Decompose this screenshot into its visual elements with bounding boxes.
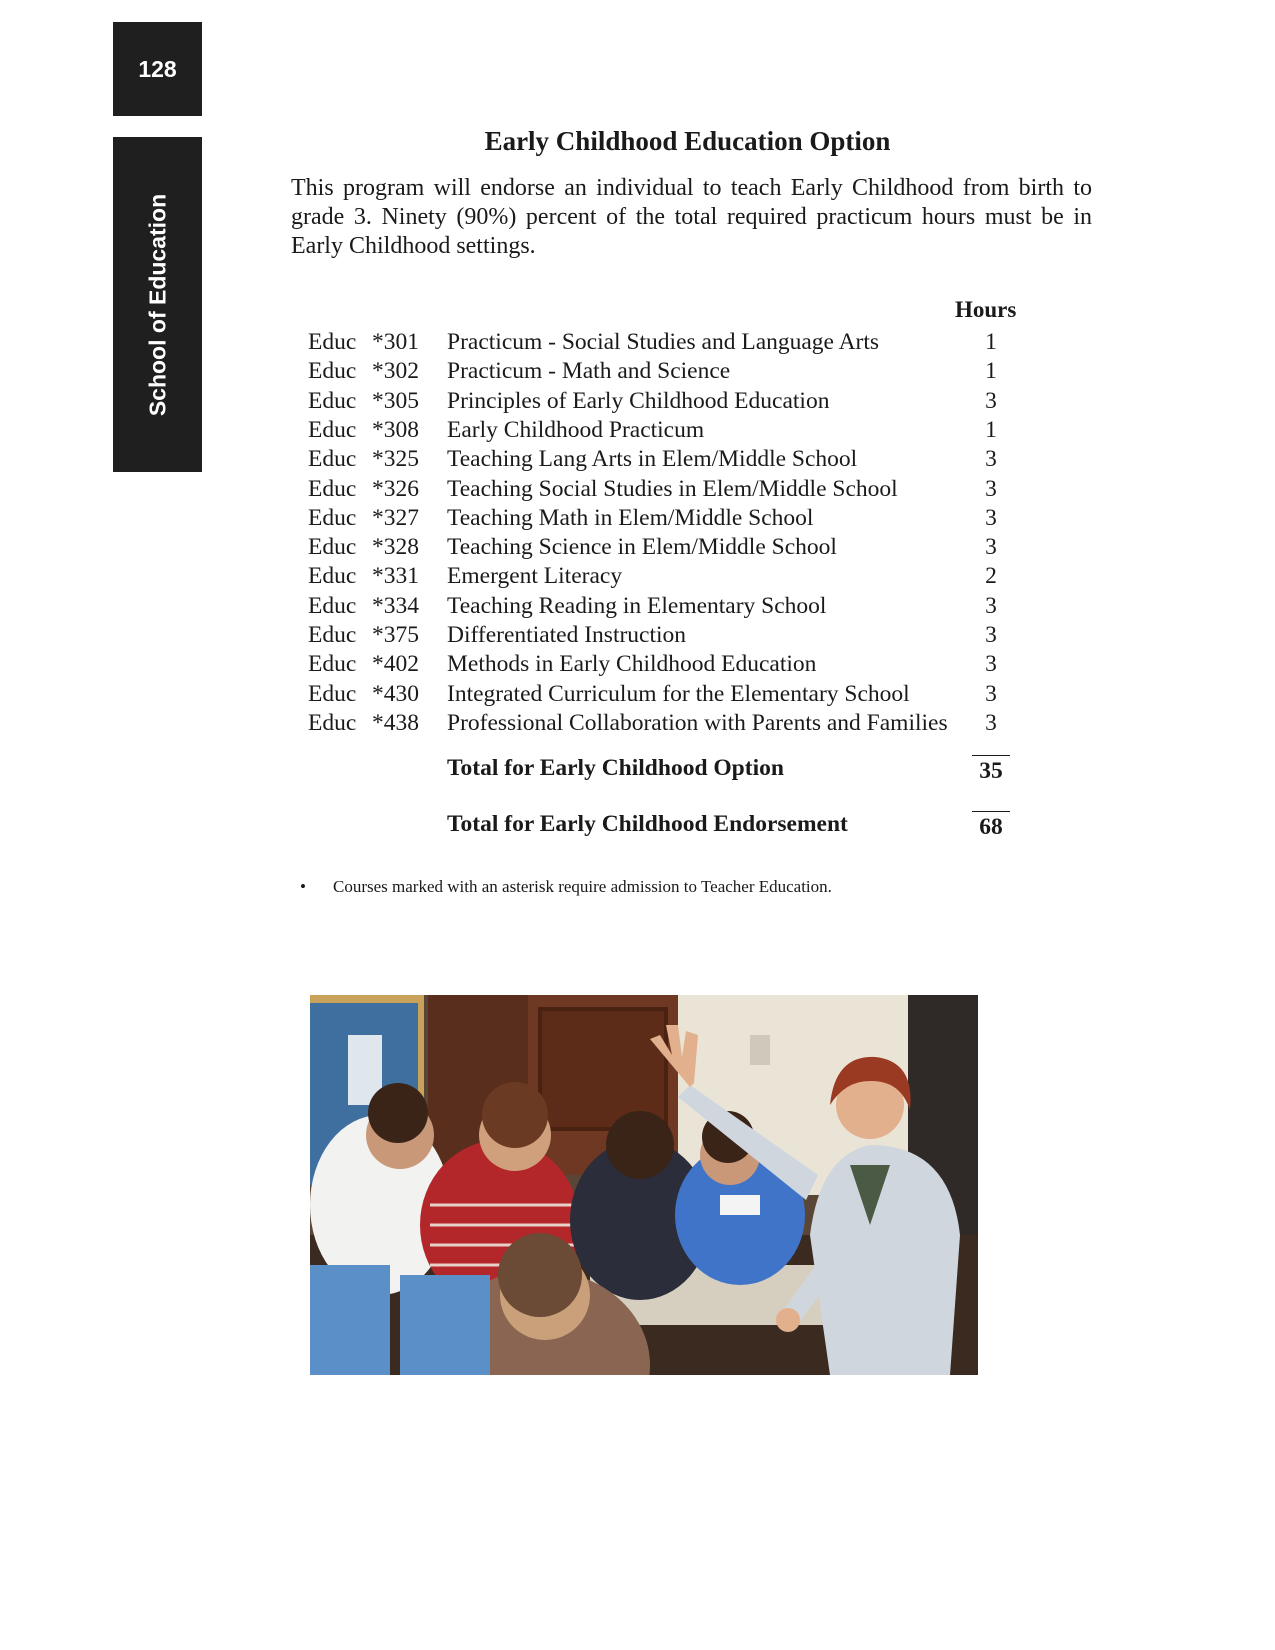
section-label: School of Education — [144, 193, 170, 416]
course-row — [0, 417, 1275, 446]
page-number-tab — [113, 22, 202, 116]
course-row — [0, 563, 1275, 592]
course-number: *334 — [372, 592, 419, 619]
course-title: Teaching Math in Elem/Middle School — [447, 504, 814, 531]
course-row — [0, 710, 1275, 739]
course-hours: 3 — [985, 446, 997, 473]
course-hours: 3 — [985, 504, 997, 531]
course-hours: 3 — [985, 592, 997, 619]
course-dept: Educ — [308, 651, 357, 678]
course-number: *402 — [372, 651, 419, 678]
total-endorsement-value: 68 — [972, 811, 1010, 841]
course-number: *430 — [372, 680, 419, 707]
course-title: Teaching Lang Arts in Elem/Middle School — [447, 446, 858, 473]
course-title: Professional Collaboration with Parents and Families — [447, 709, 948, 736]
course-dept: Educ — [308, 446, 357, 473]
page-title: Early Childhood Education Option — [484, 126, 891, 156]
course-dept: Educ — [308, 709, 357, 736]
classroom-photo — [310, 995, 978, 1375]
course-row — [0, 534, 1275, 563]
total-option-label: Total for Early Childhood Option — [447, 755, 784, 781]
course-row — [0, 358, 1275, 387]
course-hours: 1 — [985, 416, 997, 443]
course-hours: 1 — [985, 329, 997, 355]
course-number: *327 — [372, 504, 419, 531]
course-number: *328 — [372, 534, 419, 561]
course-number: *302 — [372, 358, 419, 385]
course-title: Principles of Early Childhood Education — [447, 387, 830, 414]
course-hours: 3 — [985, 475, 997, 502]
course-number: *308 — [372, 416, 419, 443]
course-number: *438 — [372, 709, 419, 736]
course-dept: Educ — [308, 622, 357, 648]
page-number: 128 — [138, 55, 177, 82]
course-row — [0, 681, 1275, 710]
footnote-text: Courses marked with an asterisk require admission to Teacher Education. — [333, 877, 832, 896]
course-title: Integrated Curriculum for the Elementary School — [447, 680, 910, 707]
course-hours: 3 — [985, 651, 997, 678]
course-number: *301 — [372, 329, 419, 355]
course-title: Practicum - Math and Science — [447, 358, 731, 385]
course-dept: Educ — [308, 387, 357, 414]
intro-paragraph: This program will endorse an individual to teach Early Childhood from birth to grade 3. Ninety (90%) percent of the total required practicum hours must be in Early Childhood settings. — [291, 175, 1092, 259]
course-title: Practicum - Social Studies and Language Arts — [447, 329, 880, 355]
course-dept: Educ — [308, 563, 357, 590]
course-hours: 3 — [985, 387, 997, 414]
course-hours: 1 — [985, 358, 997, 385]
course-title: Differentiated Instruction — [447, 622, 687, 648]
course-title: Early Childhood Practicum — [447, 416, 705, 443]
course-number: *305 — [372, 387, 419, 414]
course-hours: 3 — [985, 622, 997, 648]
course-row — [0, 622, 1275, 651]
course-title: Teaching Science in Elem/Middle School — [447, 534, 837, 561]
hours-column-heading: Hours — [955, 297, 1017, 322]
total-endorsement-label: Total for Early Childhood Endorsement — [447, 811, 848, 837]
total-option-value: 35 — [972, 755, 1010, 785]
course-hours: 3 — [985, 680, 997, 707]
course-row — [0, 593, 1275, 622]
course-hours: 3 — [985, 709, 997, 736]
course-number: *325 — [372, 446, 419, 473]
course-hours: 2 — [985, 563, 997, 590]
footnote — [300, 877, 832, 897]
course-number: *326 — [372, 475, 419, 502]
course-dept: Educ — [308, 329, 357, 355]
course-dept: Educ — [308, 475, 357, 502]
course-title: Methods in Early Childhood Education — [447, 651, 817, 678]
course-dept: Educ — [308, 534, 357, 561]
classroom-photo-illustration — [310, 995, 978, 1375]
course-dept: Educ — [308, 416, 357, 443]
course-row — [0, 388, 1275, 417]
course-dept: Educ — [308, 358, 357, 385]
course-title: Emergent Literacy — [447, 563, 623, 590]
course-row — [0, 446, 1275, 475]
course-dept: Educ — [308, 680, 357, 707]
footnote-bullet: • — [300, 877, 306, 896]
course-dept: Educ — [308, 592, 357, 619]
course-title: Teaching Social Studies in Elem/Middle School — [447, 475, 898, 502]
course-row — [0, 476, 1275, 505]
course-number: *375 — [372, 622, 419, 648]
course-row — [0, 505, 1275, 534]
course-hours: 3 — [985, 534, 997, 561]
course-title: Teaching Reading in Elementary School — [447, 592, 827, 619]
course-dept: Educ — [308, 504, 357, 531]
course-number: *331 — [372, 563, 419, 590]
course-row — [0, 651, 1275, 680]
course-row — [0, 329, 1275, 358]
